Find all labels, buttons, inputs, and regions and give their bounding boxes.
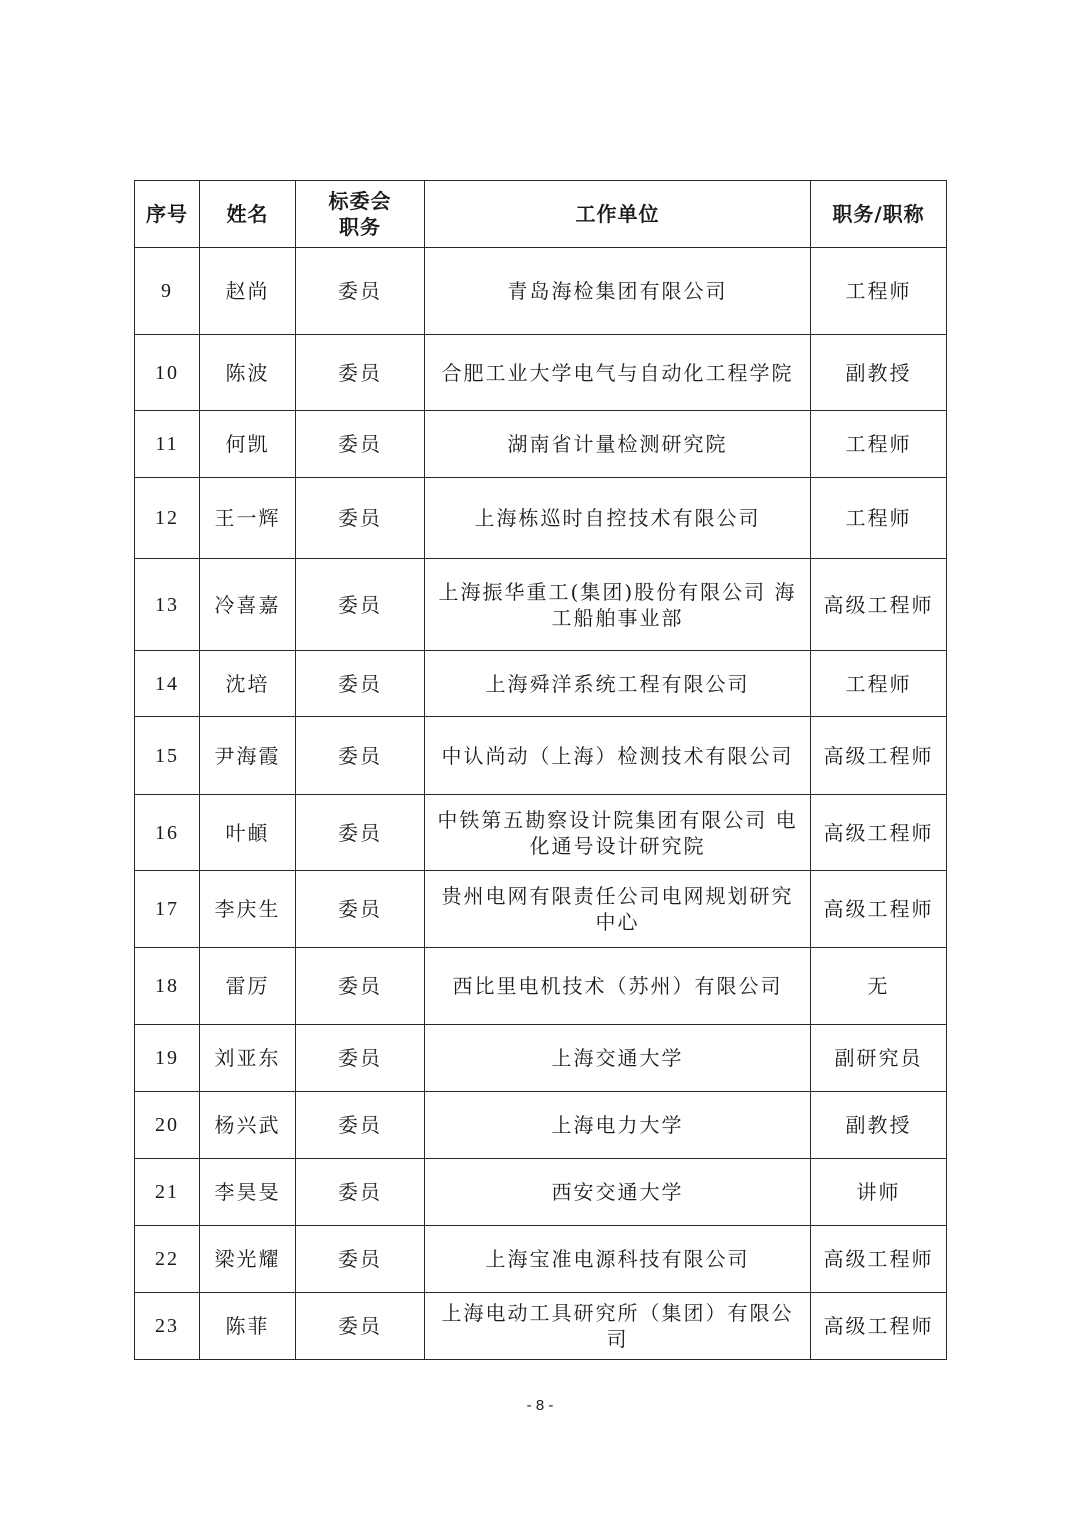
cell-committee-role: 委员	[296, 411, 425, 478]
cell-serial-number: 18	[135, 948, 200, 1025]
table-row	[135, 1092, 947, 1159]
committee-member-table	[134, 180, 947, 1360]
cell-serial-number: 17	[135, 871, 200, 948]
table-body	[135, 248, 947, 1360]
table-row	[135, 1226, 947, 1293]
table-row	[135, 559, 947, 651]
cell-committee-role: 委员	[296, 1092, 425, 1159]
cell-committee-role: 委员	[296, 1025, 425, 1092]
table-row	[135, 795, 947, 871]
header-serial-number: 序号	[135, 181, 200, 248]
cell-name: 陈波	[200, 335, 296, 411]
cell-position-title: 无	[811, 948, 947, 1025]
cell-name: 赵尚	[200, 248, 296, 335]
cell-position-title: 工程师	[811, 411, 947, 478]
cell-name: 雷厉	[200, 948, 296, 1025]
cell-position-title: 工程师	[811, 478, 947, 559]
cell-position-title: 高级工程师	[811, 717, 947, 795]
header-work-unit: 工作单位	[425, 181, 811, 248]
table-row	[135, 248, 947, 335]
cell-name: 王一辉	[200, 478, 296, 559]
cell-work-unit: 上海交通大学	[425, 1025, 811, 1092]
cell-committee-role: 委员	[296, 559, 425, 651]
cell-position-title: 工程师	[811, 651, 947, 717]
header-position-title: 职务/职称	[811, 181, 947, 248]
header-committee-role-line1: 标委会	[328, 189, 392, 213]
table-row	[135, 717, 947, 795]
cell-position-title: 工程师	[811, 248, 947, 335]
cell-committee-role: 委员	[296, 717, 425, 795]
table-row	[135, 478, 947, 559]
table-row	[135, 1025, 947, 1092]
cell-committee-role: 委员	[296, 948, 425, 1025]
cell-name: 冷喜嘉	[200, 559, 296, 651]
cell-work-unit: 上海宝准电源科技有限公司	[425, 1226, 811, 1293]
cell-committee-role: 委员	[296, 335, 425, 411]
table-row	[135, 871, 947, 948]
cell-name: 叶頔	[200, 795, 296, 871]
table-row	[135, 1159, 947, 1226]
cell-work-unit: 湖南省计量检测研究院	[425, 411, 811, 478]
cell-serial-number: 10	[135, 335, 200, 411]
cell-position-title: 高级工程师	[811, 1293, 947, 1360]
cell-committee-role: 委员	[296, 1293, 425, 1360]
cell-name: 尹海霞	[200, 717, 296, 795]
table-row	[135, 651, 947, 717]
cell-name: 李庆生	[200, 871, 296, 948]
cell-work-unit: 贵州电网有限责任公司电网规划研究中心	[425, 871, 811, 948]
cell-committee-role: 委员	[296, 651, 425, 717]
header-row	[135, 181, 947, 248]
cell-name: 沈培	[200, 651, 296, 717]
cell-committee-role: 委员	[296, 1226, 425, 1293]
cell-position-title: 高级工程师	[811, 871, 947, 948]
cell-serial-number: 9	[135, 248, 200, 335]
cell-serial-number: 20	[135, 1092, 200, 1159]
cell-position-title: 高级工程师	[811, 795, 947, 871]
cell-name: 李昊旻	[200, 1159, 296, 1226]
cell-serial-number: 16	[135, 795, 200, 871]
cell-committee-role: 委员	[296, 248, 425, 335]
cell-work-unit: 西比里电机技术（苏州）有限公司	[425, 948, 811, 1025]
cell-name: 梁光耀	[200, 1226, 296, 1293]
cell-work-unit: 上海栋巡时自控技术有限公司	[425, 478, 811, 559]
cell-work-unit: 合肥工业大学电气与自动化工程学院	[425, 335, 811, 411]
cell-serial-number: 21	[135, 1159, 200, 1226]
header-committee-role-line2: 职务	[339, 215, 381, 239]
table-row	[135, 1293, 947, 1360]
table-row	[135, 335, 947, 411]
cell-committee-role: 委员	[296, 478, 425, 559]
cell-name: 陈菲	[200, 1293, 296, 1360]
cell-work-unit: 上海电动工具研究所（集团）有限公司	[425, 1293, 811, 1360]
cell-serial-number: 23	[135, 1293, 200, 1360]
cell-work-unit: 上海舜洋系统工程有限公司	[425, 651, 811, 717]
cell-work-unit: 中认尚动（上海）检测技术有限公司	[425, 717, 811, 795]
cell-position-title: 副教授	[811, 1092, 947, 1159]
cell-position-title: 副教授	[811, 335, 947, 411]
table-header	[135, 181, 947, 248]
cell-position-title: 副研究员	[811, 1025, 947, 1092]
cell-name: 杨兴武	[200, 1092, 296, 1159]
table-row	[135, 948, 947, 1025]
cell-position-title: 高级工程师	[811, 559, 947, 651]
cell-serial-number: 19	[135, 1025, 200, 1092]
header-name: 姓名	[200, 181, 296, 248]
cell-serial-number: 12	[135, 478, 200, 559]
cell-work-unit: 上海振华重工(集团)股份有限公司 海工船舶事业部	[425, 559, 811, 651]
cell-work-unit: 西安交通大学	[425, 1159, 811, 1226]
cell-position-title: 讲师	[811, 1159, 947, 1226]
cell-work-unit: 上海电力大学	[425, 1092, 811, 1159]
cell-serial-number: 11	[135, 411, 200, 478]
cell-serial-number: 22	[135, 1226, 200, 1293]
cell-work-unit: 中铁第五勘察设计院集团有限公司 电化通号设计研究院	[425, 795, 811, 871]
cell-serial-number: 15	[135, 717, 200, 795]
header-committee-role	[296, 181, 425, 248]
cell-committee-role: 委员	[296, 795, 425, 871]
table-row	[135, 411, 947, 478]
page-number: - 8 -	[526, 1397, 554, 1414]
cell-work-unit: 青岛海检集团有限公司	[425, 248, 811, 335]
cell-name: 刘亚东	[200, 1025, 296, 1092]
cell-serial-number: 13	[135, 559, 200, 651]
cell-committee-role: 委员	[296, 1159, 425, 1226]
cell-position-title: 高级工程师	[811, 1226, 947, 1293]
cell-serial-number: 14	[135, 651, 200, 717]
cell-committee-role: 委员	[296, 871, 425, 948]
cell-name: 何凯	[200, 411, 296, 478]
